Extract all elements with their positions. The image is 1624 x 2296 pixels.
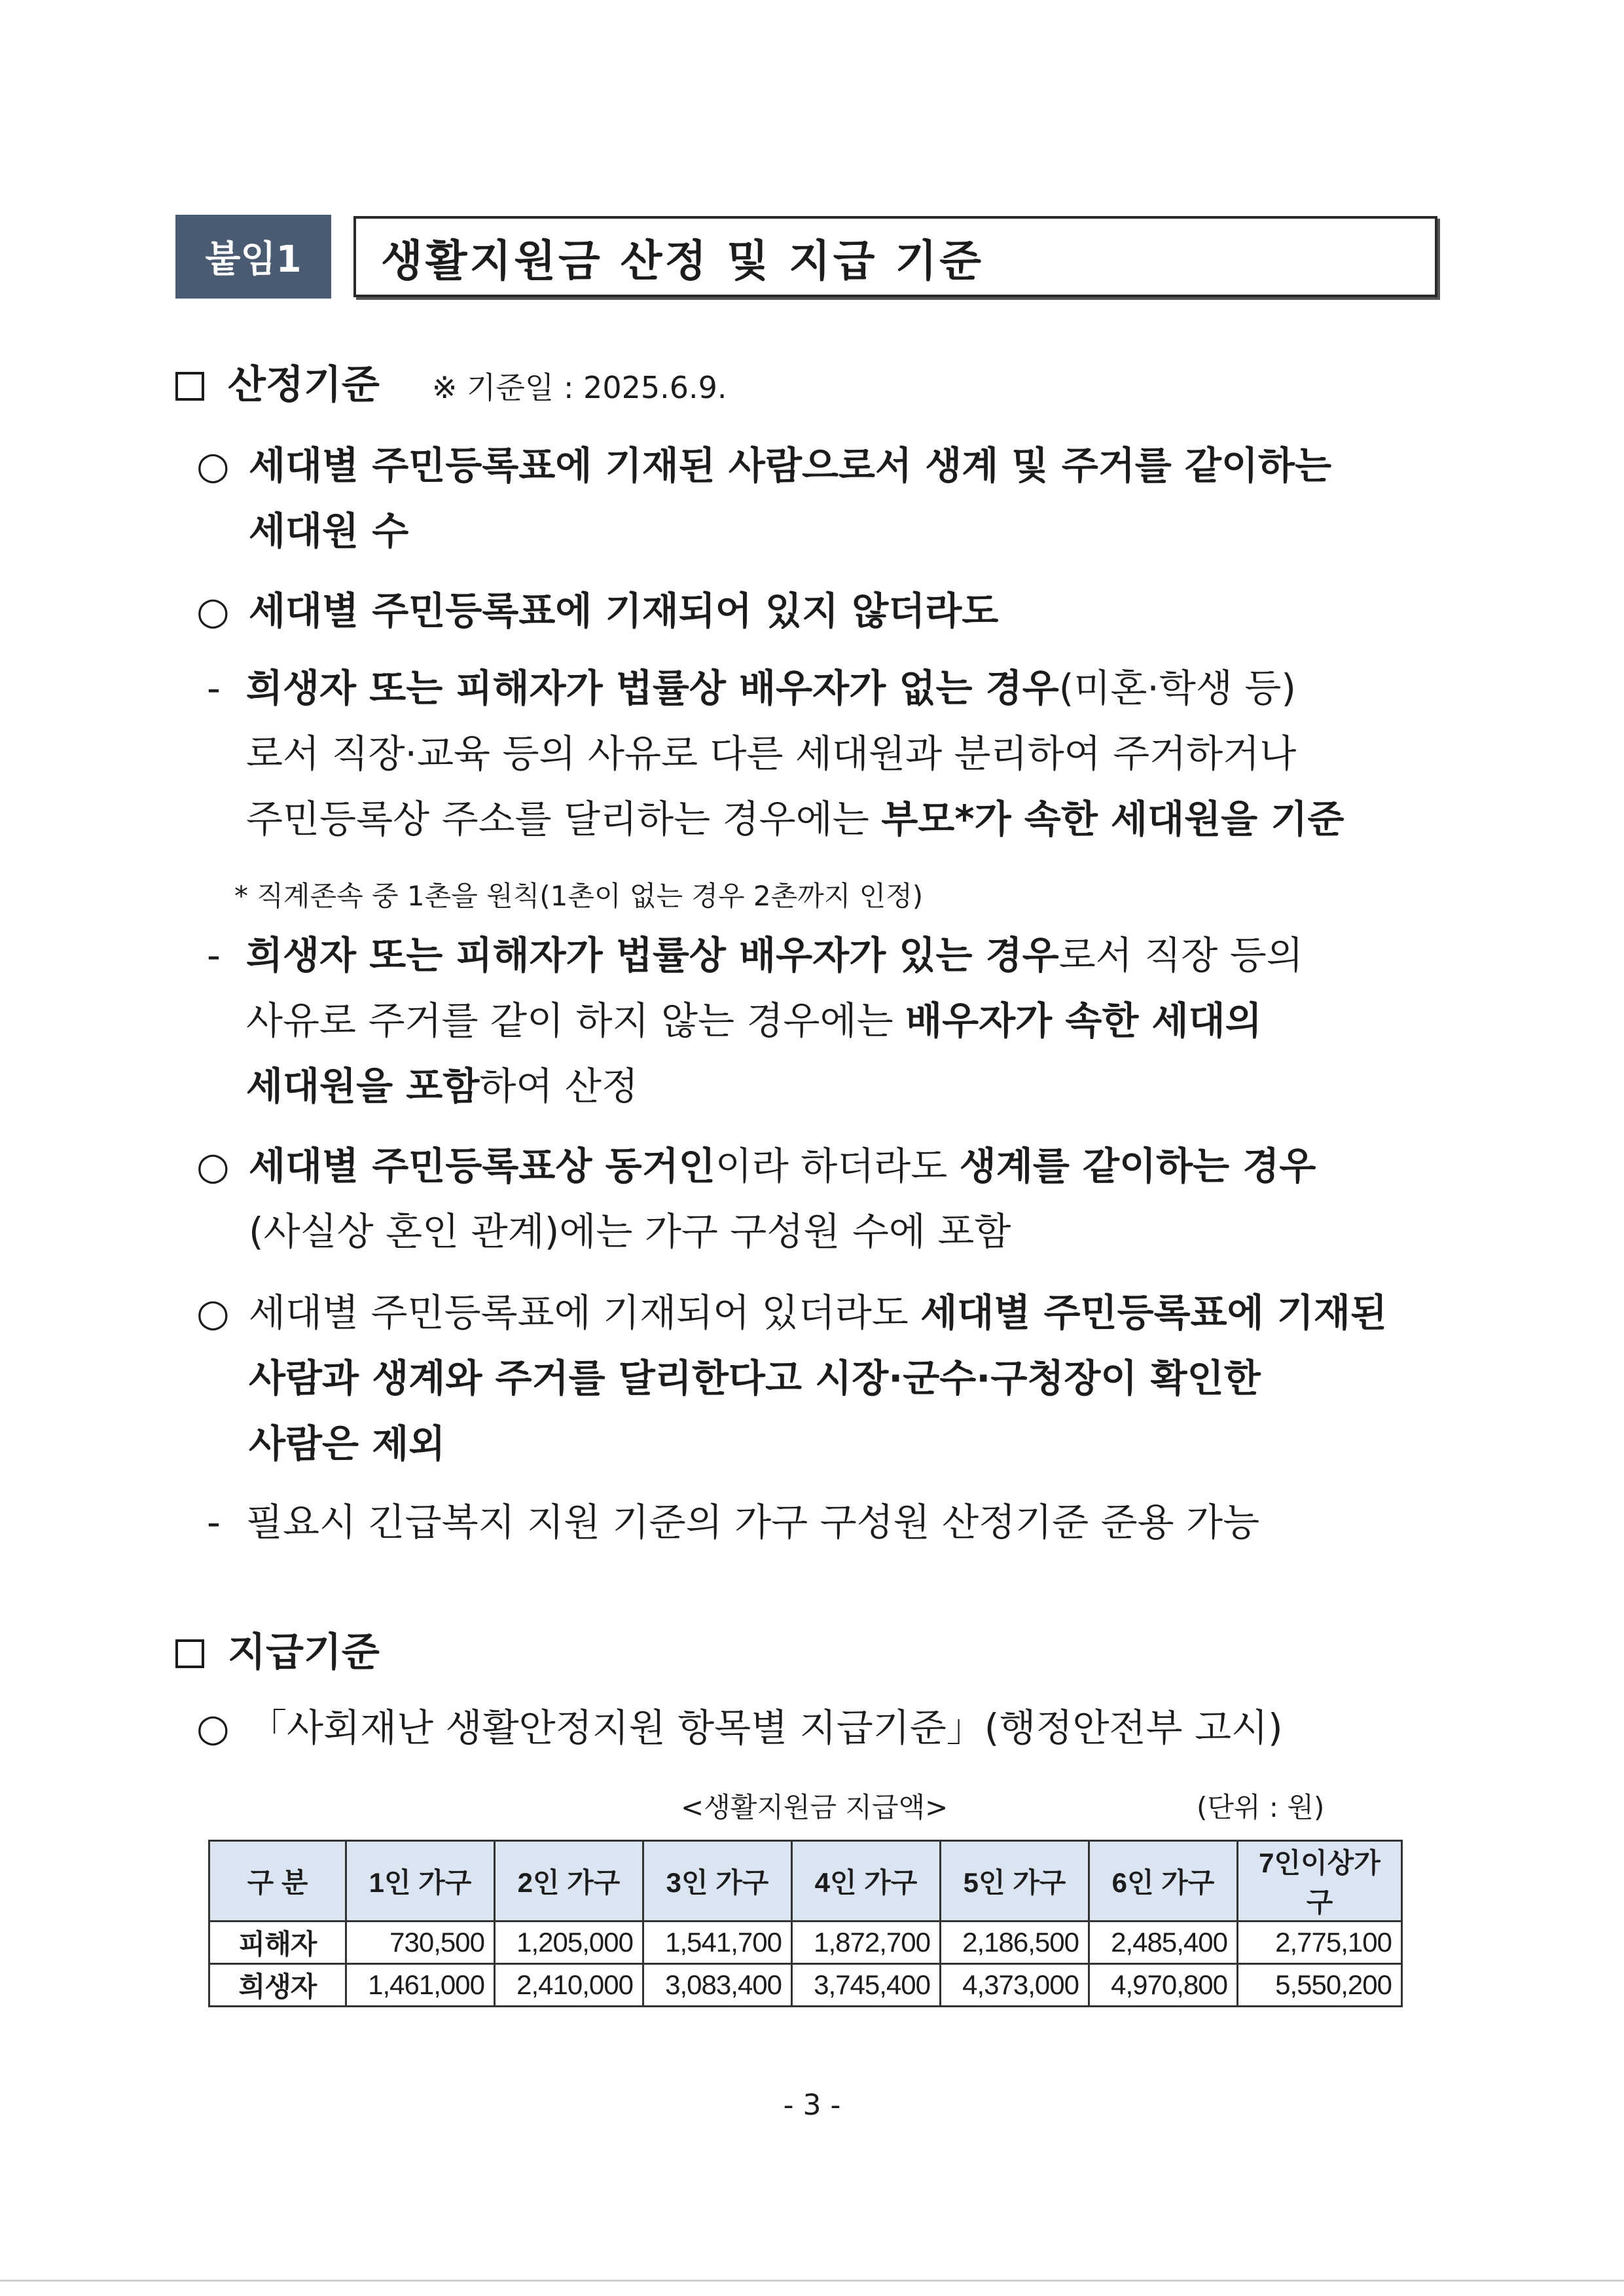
page-title [353, 216, 1437, 297]
circle-bullet-icon: ○ [196, 1144, 230, 1188]
table-cell: 4,970,800 [1089, 1964, 1238, 2007]
table-header-cell: 6인 가구 [1089, 1841, 1238, 1922]
text: 이라 하더라도 [715, 1144, 960, 1188]
text: 세대별 주민등록표에 기재되어 있더라도 [249, 1290, 921, 1335]
dash-item-2-line3 [246, 1064, 638, 1108]
text: 주민등록상 주소를 달리하는 경우에는 [246, 797, 882, 841]
bullet-item-4-line2: 사람과 생계와 주거를 달리한다고 시장·군수·구청장이 확인한 [249, 1356, 1261, 1400]
circle-bullet-icon: ○ [196, 443, 230, 488]
text: 하여 산정 [479, 1064, 638, 1108]
table-header-cell: 구 분 [209, 1841, 346, 1922]
dash-item-2 [207, 933, 1303, 977]
table-cell: 2,775,100 [1238, 1922, 1402, 1964]
table-cell: 2,410,000 [495, 1964, 643, 2007]
table-header-row [209, 1841, 1402, 1922]
payment-bullet [196, 1705, 1283, 1750]
table-cell: 1,872,700 [792, 1922, 941, 1964]
text: 로서 직장 등의 [1058, 933, 1303, 977]
text: 사유로 주거를 같이 하지 않는 경우에는 [246, 998, 906, 1043]
bullet-item-2 [196, 589, 999, 633]
text: 배우자가 속한 세대의 [905, 998, 1262, 1043]
table-cell: 730,500 [346, 1922, 495, 1964]
table-header-cell: 7인이상가구 [1238, 1841, 1402, 1922]
table-cell: 4,373,000 [941, 1964, 1089, 2007]
page-bottom-rule [0, 2280, 1624, 2282]
table-header-cell: 1인 가구 [346, 1841, 495, 1922]
page-title-text: 생활지원금 산정 및 지급 기준 [381, 235, 984, 286]
table-cell: 3,745,400 [792, 1964, 941, 2007]
table-cell: 5,550,200 [1238, 1964, 1402, 2007]
unit-label: (단위 : 원) [1197, 1791, 1325, 1823]
checkbox-square-icon [175, 372, 204, 401]
text: (미혼·학생 등) [1058, 666, 1296, 710]
text: 세대별 주민등록표상 동거인 [249, 1144, 715, 1188]
bullet-item-4 [196, 1290, 1387, 1335]
bullet-item-1-cont: 세대원 수 [249, 509, 409, 553]
footnote: * 직계존속 중 1촌을 원칙(1촌이 없는 경우 2촌까지 인정) [234, 880, 924, 912]
table-cell: 3,083,400 [643, 1964, 792, 2007]
text: 희생자 또는 피해자가 법률상 배우자가 있는 경우 [246, 933, 1059, 977]
circle-bullet-icon: ○ [196, 589, 230, 633]
dash-item-1-line3 [246, 797, 1344, 841]
text: 「사회재난 생활안정지원 항목별 지급기준」(행정안전부 고시) [249, 1705, 1283, 1750]
row-header-cell: 피해자 [209, 1922, 346, 1964]
table-caption: <생활지원금 지급액> [681, 1791, 948, 1823]
checkbox-square-icon [175, 1639, 204, 1668]
table-header-cell: 2인 가구 [495, 1841, 643, 1922]
section-heading-calculation [175, 354, 727, 410]
text: 세대별 주민등록표에 기재되어 있지 않더라도 [249, 589, 999, 633]
section-title: 산정기준 [228, 362, 380, 408]
text: 세대원을 포함 [246, 1064, 480, 1108]
section-title: 지급기준 [228, 1630, 380, 1675]
row-header-cell: 희생자 [209, 1964, 346, 2007]
table-row [209, 1922, 1402, 1964]
bullet-item-3 [196, 1144, 1316, 1188]
dash-bullet: - [207, 1500, 221, 1544]
dash-item-1 [207, 666, 1296, 710]
page-number: - 3 - [783, 2088, 841, 2122]
bullet-item-4-line3: 사람은 제외 [249, 1421, 446, 1466]
text: 세대별 주민등록표에 기재된 [920, 1290, 1387, 1335]
dash-item-2-line2 [246, 998, 1262, 1043]
table-cell: 2,186,500 [941, 1922, 1089, 1964]
dash-item-1-line2: 로서 직장·교육 등의 사유로 다른 세대원과 분리하여 주거하거나 [246, 731, 1297, 776]
bullet-item-3-cont: (사실상 혼인 관계)에는 가구 구성원 수에 포함 [249, 1209, 1011, 1254]
reference-date-note: ※ 기준일 : 2025.6.9. [431, 370, 727, 405]
text: 필요시 긴급복지 지원 기준의 가구 구성원 산정기준 준용 가능 [246, 1500, 1260, 1544]
bullet-item-1 [196, 443, 1332, 488]
table-header-cell: 5인 가구 [941, 1841, 1089, 1922]
dash-bullet: - [207, 933, 221, 977]
dash-bullet: - [207, 666, 221, 710]
text: 생계를 같이하는 경우 [959, 1144, 1316, 1188]
table-cell: 1,205,000 [495, 1922, 643, 1964]
table-header-cell: 4인 가구 [792, 1841, 941, 1922]
section-heading-payment [175, 1621, 380, 1677]
table-cell: 2,485,400 [1089, 1922, 1238, 1964]
table-row [209, 1964, 1402, 2007]
table-cell: 1,541,700 [643, 1922, 792, 1964]
text: 부모*가 속한 세대원을 기준 [881, 797, 1344, 841]
text: 세대별 주민등록표에 기재된 사람으로서 생계 및 주거를 같이하는 [249, 443, 1332, 488]
attachment-tag: 붙임1 [175, 215, 331, 299]
text: 희생자 또는 피해자가 법률상 배우자가 없는 경우 [246, 666, 1059, 710]
dash-item-3 [207, 1500, 1260, 1544]
circle-bullet-icon: ○ [196, 1705, 230, 1750]
payment-table [208, 1840, 1403, 2007]
table-header-cell: 3인 가구 [643, 1841, 792, 1922]
circle-bullet-icon: ○ [196, 1290, 230, 1335]
table-cell: 1,461,000 [346, 1964, 495, 2007]
